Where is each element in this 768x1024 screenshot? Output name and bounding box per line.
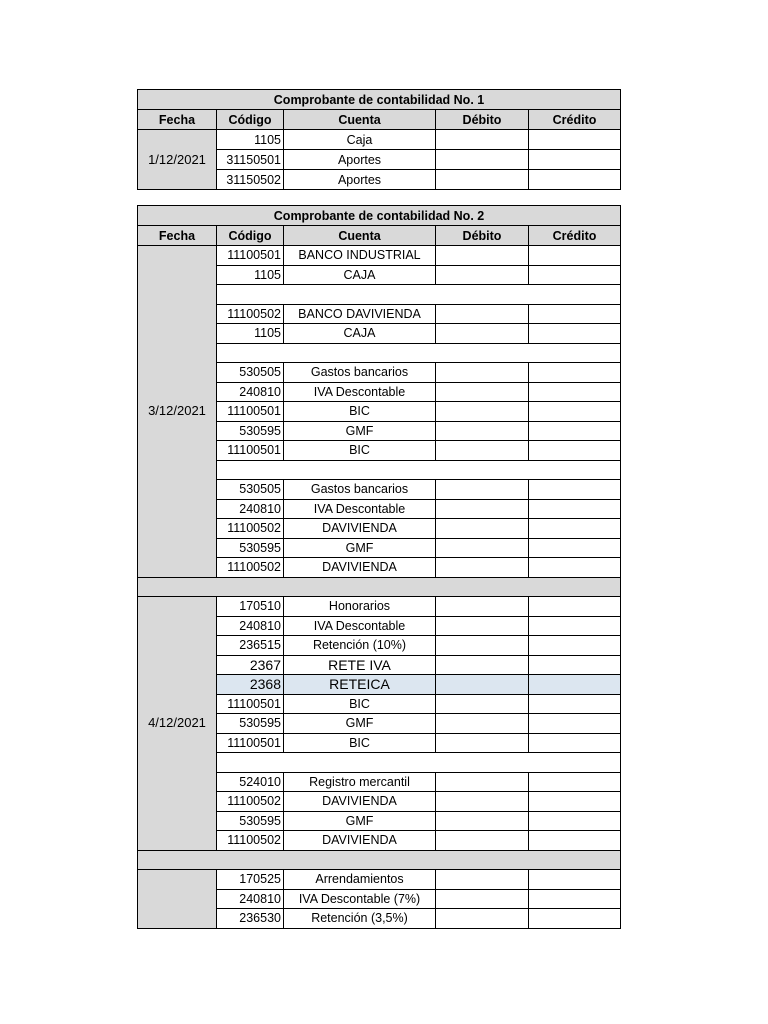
debit-cell	[436, 441, 529, 461]
date-cell	[138, 870, 217, 929]
header-codigo: Código	[217, 110, 284, 130]
credit-cell	[529, 265, 621, 285]
credit-cell	[529, 363, 621, 383]
code-cell: 11100502	[217, 792, 284, 812]
account-cell: IVA Descontable (7%)	[284, 889, 436, 909]
blank-cell	[217, 460, 621, 480]
account-cell: Caja	[284, 130, 436, 150]
debit-cell	[436, 130, 529, 150]
credit-cell	[529, 694, 621, 714]
credit-cell	[529, 558, 621, 578]
debit-cell	[436, 889, 529, 909]
debit-cell	[436, 733, 529, 753]
credit-cell	[529, 324, 621, 344]
account-cell: Retención (10%)	[284, 636, 436, 656]
debit-cell	[436, 675, 529, 695]
account-cell: IVA Descontable	[284, 382, 436, 402]
debit-cell	[436, 324, 529, 344]
account-cell: Honorarios	[284, 597, 436, 617]
voucher-2-title: Comprobante de contabilidad No. 2	[138, 206, 621, 226]
debit-cell	[436, 265, 529, 285]
account-cell: Retención (3,5%)	[284, 909, 436, 929]
credit-cell	[529, 870, 621, 890]
credit-cell	[529, 150, 621, 170]
debit-cell	[436, 499, 529, 519]
credit-cell	[529, 772, 621, 792]
code-cell: 11100501	[217, 246, 284, 266]
credit-cell	[529, 655, 621, 675]
voucher-2-body	[138, 246, 621, 929]
debit-cell	[436, 382, 529, 402]
credit-cell	[529, 831, 621, 851]
debit-cell	[436, 150, 529, 170]
credit-cell	[529, 616, 621, 636]
debit-cell	[436, 170, 529, 190]
header-credito: Crédito	[529, 226, 621, 246]
account-cell: Aportes	[284, 150, 436, 170]
code-cell: 240810	[217, 382, 284, 402]
separator-row	[138, 850, 621, 870]
credit-cell	[529, 792, 621, 812]
blank-cell	[217, 343, 621, 363]
date-cell: 3/12/2021	[138, 246, 217, 578]
credit-cell	[529, 889, 621, 909]
debit-cell	[436, 772, 529, 792]
code-cell: 11100501	[217, 402, 284, 422]
debit-cell	[436, 597, 529, 617]
code-cell: 530595	[217, 714, 284, 734]
header-credito: Crédito	[529, 110, 621, 130]
debit-cell	[436, 655, 529, 675]
code-cell: 11100502	[217, 831, 284, 851]
credit-cell	[529, 304, 621, 324]
credit-cell	[529, 811, 621, 831]
account-cell: Gastos bancarios	[284, 363, 436, 383]
account-cell: RETE IVA	[284, 655, 436, 675]
account-cell: IVA Descontable	[284, 499, 436, 519]
code-cell: 1105	[217, 324, 284, 344]
account-cell: BIC	[284, 441, 436, 461]
debit-cell	[436, 519, 529, 539]
credit-cell	[529, 170, 621, 190]
debit-cell	[436, 909, 529, 929]
code-cell: 11100501	[217, 441, 284, 461]
credit-cell	[529, 714, 621, 734]
account-cell: DAVIVIENDA	[284, 831, 436, 851]
code-cell: 2368	[217, 675, 284, 695]
account-cell: GMF	[284, 421, 436, 441]
account-cell: BIC	[284, 694, 436, 714]
credit-cell	[529, 636, 621, 656]
code-cell: 170510	[217, 597, 284, 617]
code-cell: 236515	[217, 636, 284, 656]
account-cell: Registro mercantil	[284, 772, 436, 792]
account-cell: CAJA	[284, 324, 436, 344]
code-cell: 530595	[217, 538, 284, 558]
account-cell: GMF	[284, 538, 436, 558]
separator-cell	[138, 577, 621, 597]
debit-cell	[436, 831, 529, 851]
account-cell: IVA Descontable	[284, 616, 436, 636]
credit-cell	[529, 909, 621, 929]
account-cell: RETEICA	[284, 675, 436, 695]
date-cell: 1/12/2021	[138, 130, 217, 190]
separator-cell	[138, 850, 621, 870]
code-cell: 31150501	[217, 150, 284, 170]
voucher-1-table	[137, 89, 621, 190]
debit-cell	[436, 402, 529, 422]
blank-cell	[217, 753, 621, 773]
account-cell: DAVIVIENDA	[284, 558, 436, 578]
credit-cell	[529, 480, 621, 500]
voucher-2-table	[137, 205, 621, 929]
code-cell: 240810	[217, 499, 284, 519]
code-cell: 530505	[217, 363, 284, 383]
credit-cell	[529, 499, 621, 519]
credit-cell	[529, 382, 621, 402]
table-row	[138, 130, 621, 150]
credit-cell	[529, 538, 621, 558]
credit-cell	[529, 402, 621, 422]
code-cell: 11100501	[217, 694, 284, 714]
debit-cell	[436, 714, 529, 734]
credit-cell	[529, 675, 621, 695]
table-row	[138, 246, 621, 266]
header-cuenta: Cuenta	[284, 110, 436, 130]
code-cell: 1105	[217, 265, 284, 285]
debit-cell	[436, 363, 529, 383]
date-cell: 4/12/2021	[138, 597, 217, 851]
table-row	[138, 597, 621, 617]
account-cell: GMF	[284, 714, 436, 734]
table-row	[138, 870, 621, 890]
debit-cell	[436, 304, 529, 324]
code-cell: 170525	[217, 870, 284, 890]
account-cell: CAJA	[284, 265, 436, 285]
debit-cell	[436, 246, 529, 266]
code-cell: 240810	[217, 616, 284, 636]
account-cell: DAVIVIENDA	[284, 519, 436, 539]
credit-cell	[529, 421, 621, 441]
account-cell: BANCO INDUSTRIAL	[284, 246, 436, 266]
debit-cell	[436, 558, 529, 578]
account-cell: DAVIVIENDA	[284, 792, 436, 812]
account-cell: GMF	[284, 811, 436, 831]
credit-cell	[529, 597, 621, 617]
separator-row	[138, 577, 621, 597]
code-cell: 11100502	[217, 519, 284, 539]
debit-cell	[436, 694, 529, 714]
voucher-1-title: Comprobante de contabilidad No. 1	[138, 90, 621, 110]
debit-cell	[436, 792, 529, 812]
blank-cell	[217, 285, 621, 305]
code-cell: 524010	[217, 772, 284, 792]
code-cell: 1105	[217, 130, 284, 150]
header-debito: Débito	[436, 226, 529, 246]
code-cell: 31150502	[217, 170, 284, 190]
credit-cell	[529, 519, 621, 539]
code-cell: 11100501	[217, 733, 284, 753]
code-cell: 530595	[217, 811, 284, 831]
credit-cell	[529, 441, 621, 461]
credit-cell	[529, 733, 621, 753]
debit-cell	[436, 811, 529, 831]
debit-cell	[436, 480, 529, 500]
code-cell: 530595	[217, 421, 284, 441]
header-codigo: Código	[217, 226, 284, 246]
credit-cell	[529, 246, 621, 266]
account-cell: Aportes	[284, 170, 436, 190]
debit-cell	[436, 636, 529, 656]
code-cell: 240810	[217, 889, 284, 909]
code-cell: 2367	[217, 655, 284, 675]
account-cell: Gastos bancarios	[284, 480, 436, 500]
credit-cell	[529, 130, 621, 150]
header-cuenta: Cuenta	[284, 226, 436, 246]
header-debito: Débito	[436, 110, 529, 130]
debit-cell	[436, 870, 529, 890]
code-cell: 530505	[217, 480, 284, 500]
account-cell: BIC	[284, 402, 436, 422]
debit-cell	[436, 616, 529, 636]
code-cell: 236530	[217, 909, 284, 929]
account-cell: Arrendamientos	[284, 870, 436, 890]
account-cell: BANCO DAVIVIENDA	[284, 304, 436, 324]
header-fecha: Fecha	[138, 226, 217, 246]
account-cell: BIC	[284, 733, 436, 753]
debit-cell	[436, 421, 529, 441]
debit-cell	[436, 538, 529, 558]
code-cell: 11100502	[217, 558, 284, 578]
header-fecha: Fecha	[138, 110, 217, 130]
code-cell: 11100502	[217, 304, 284, 324]
